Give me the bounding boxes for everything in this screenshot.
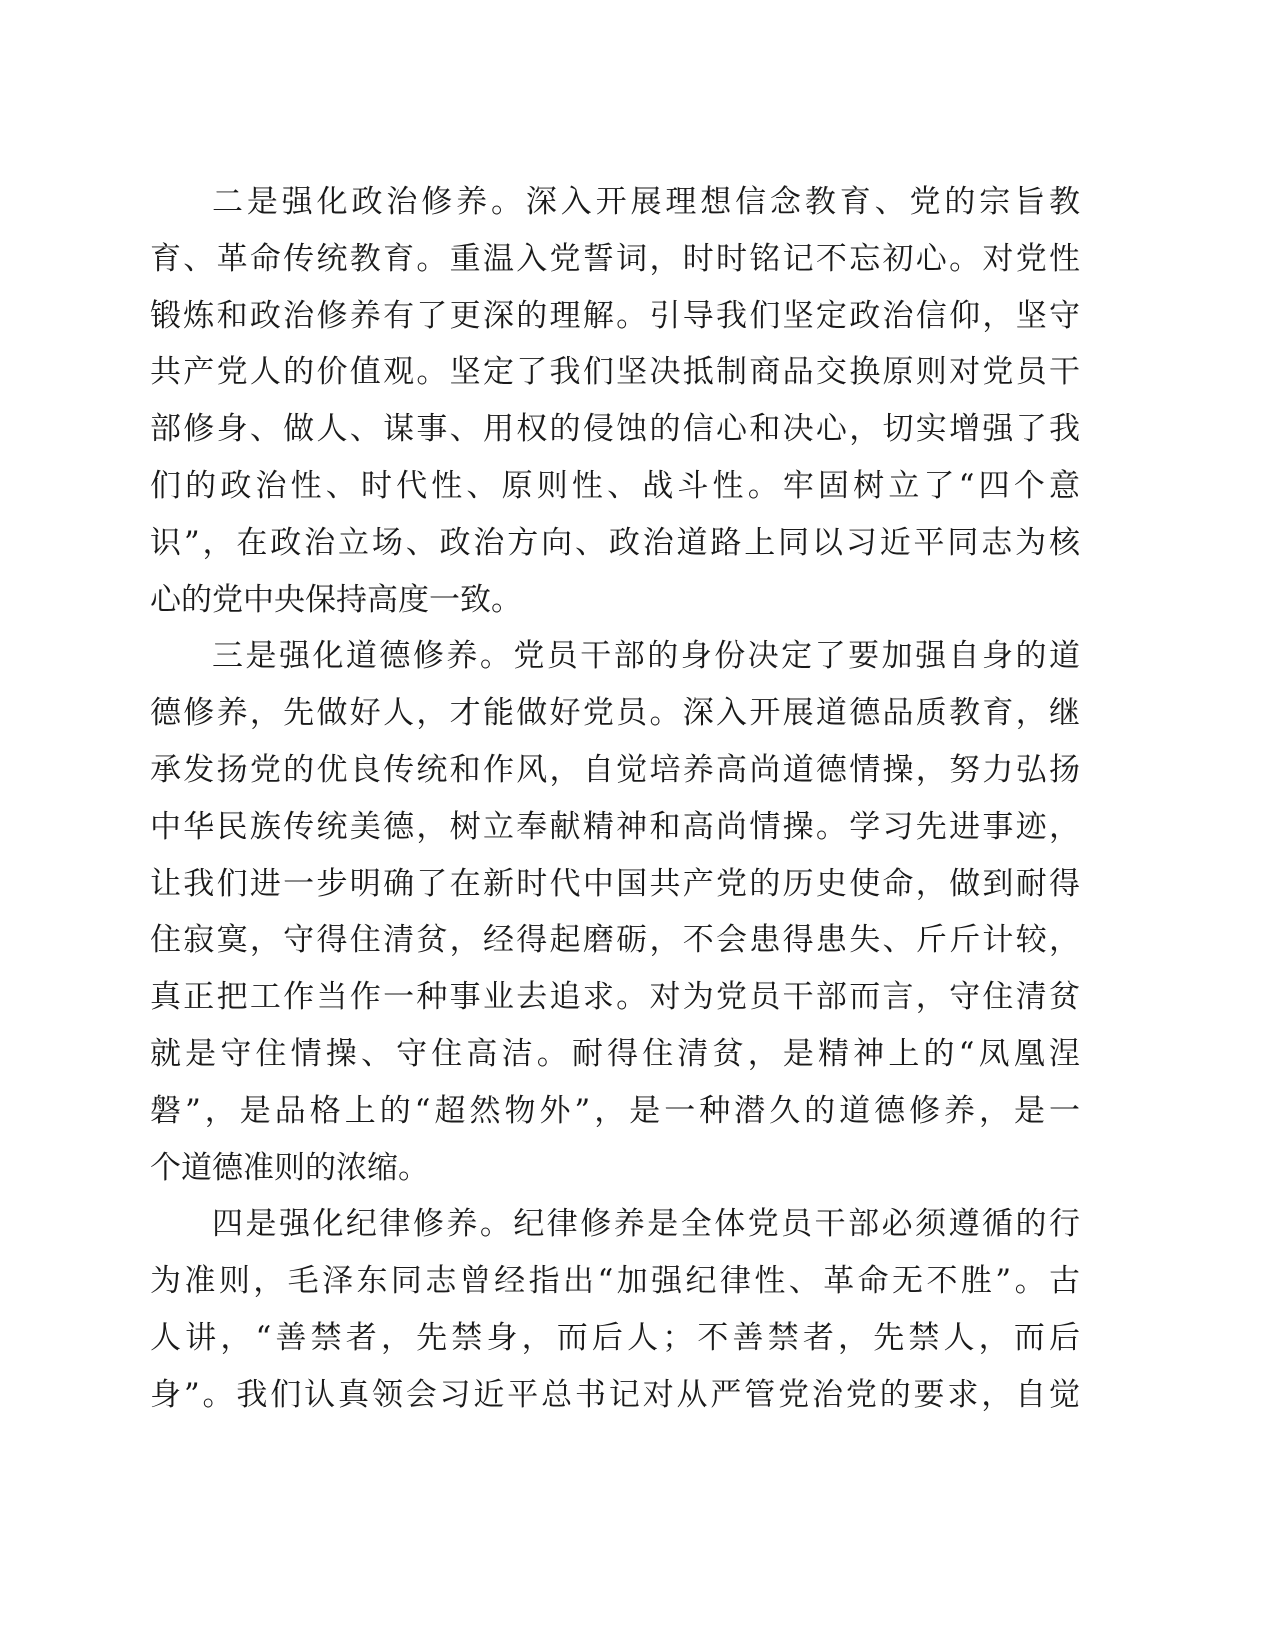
paragraph-1-line-1: 二是强化政治修养。深入开展理想信念教育、党的宗旨教	[212, 184, 1080, 220]
paragraph-3-line-2: 为准则，毛泽东同志曾经指出“加强纪律性、革命无不胜”。古	[150, 1263, 1080, 1300]
paragraph-3-line-3: 人讲，“善禁者，先禁身，而后人；不善禁者，先禁人，而后	[150, 1319, 1080, 1356]
paragraph-1-line-5: 部修身、做人、谋事、用权的侵蚀的信心和决心，切实增强了我	[150, 411, 1080, 448]
document-body	[150, 174, 1080, 1424]
paragraph-2-line-3: 承发扬党的优良传统和作风，自觉培养高尚道德情操，努力弘扬	[150, 751, 1080, 788]
paragraph-1-line-6: 们的政治性、时代性、原则性、战斗性。牢固树立了“四个意	[150, 467, 1080, 504]
paragraph-2-line-9: 磐”，是品格上的“超然物外”，是一种潜久的道德修养，是一	[150, 1092, 1080, 1129]
paragraph-2-line-2: 德修养，先做好人，才能做好党员。深入开展道德品质教育，继	[150, 695, 1080, 732]
paragraph-3-line-4: 身”。我们认真领会习近平总书记对从严管党治党的要求，自觉	[150, 1376, 1080, 1413]
paragraph-1-line-2: 育、革命传统教育。重温入党誓词，时时铭记不忘初心。对党性	[150, 240, 1080, 277]
paragraph-2-line-6: 住寂寞，守得住清贫，经得起磨砺，不会患得患失、斤斤计较，	[150, 922, 1080, 959]
paragraph-1-line-3: 锻炼和政治修养有了更深的理解。引导我们坚定政治信仰，坚守	[150, 297, 1080, 334]
paragraph-2-line-10: 个道德准则的浓缩。	[150, 1149, 429, 1186]
paragraph-3-line-1: 四是强化纪律修养。纪律修养是全体党员干部必须遵循的行	[212, 1206, 1080, 1243]
paragraph-2-line-7: 真正把工作当作一种事业去追求。对为党员干部而言，守住清贫	[150, 979, 1080, 1016]
paragraph-1-line-8: 心的党中央保持高度一致。	[150, 581, 522, 618]
paragraph-1-line-4: 共产党人的价值观。坚定了我们坚决抵制商品交换原则对党员干	[150, 354, 1080, 391]
paragraph-2-line-4: 中华民族传统美德，树立奉献精神和高尚情操。学习先进事迹，	[150, 808, 1080, 845]
paragraph-2-line-8: 就是守住情操、守住高洁。耐得住清贫，是精神上的“凤凰涅	[150, 1035, 1080, 1072]
paragraph-2-line-5: 让我们进一步明确了在新时代中国共产党的历史使命，做到耐得	[150, 865, 1080, 902]
paragraph-1-line-7: 识”，在政治立场、政治方向、政治道路上同以习近平同志为核	[150, 524, 1080, 561]
paragraph-2-line-1: 三是强化道德修养。党员干部的身份决定了要加强自身的道	[212, 638, 1080, 675]
